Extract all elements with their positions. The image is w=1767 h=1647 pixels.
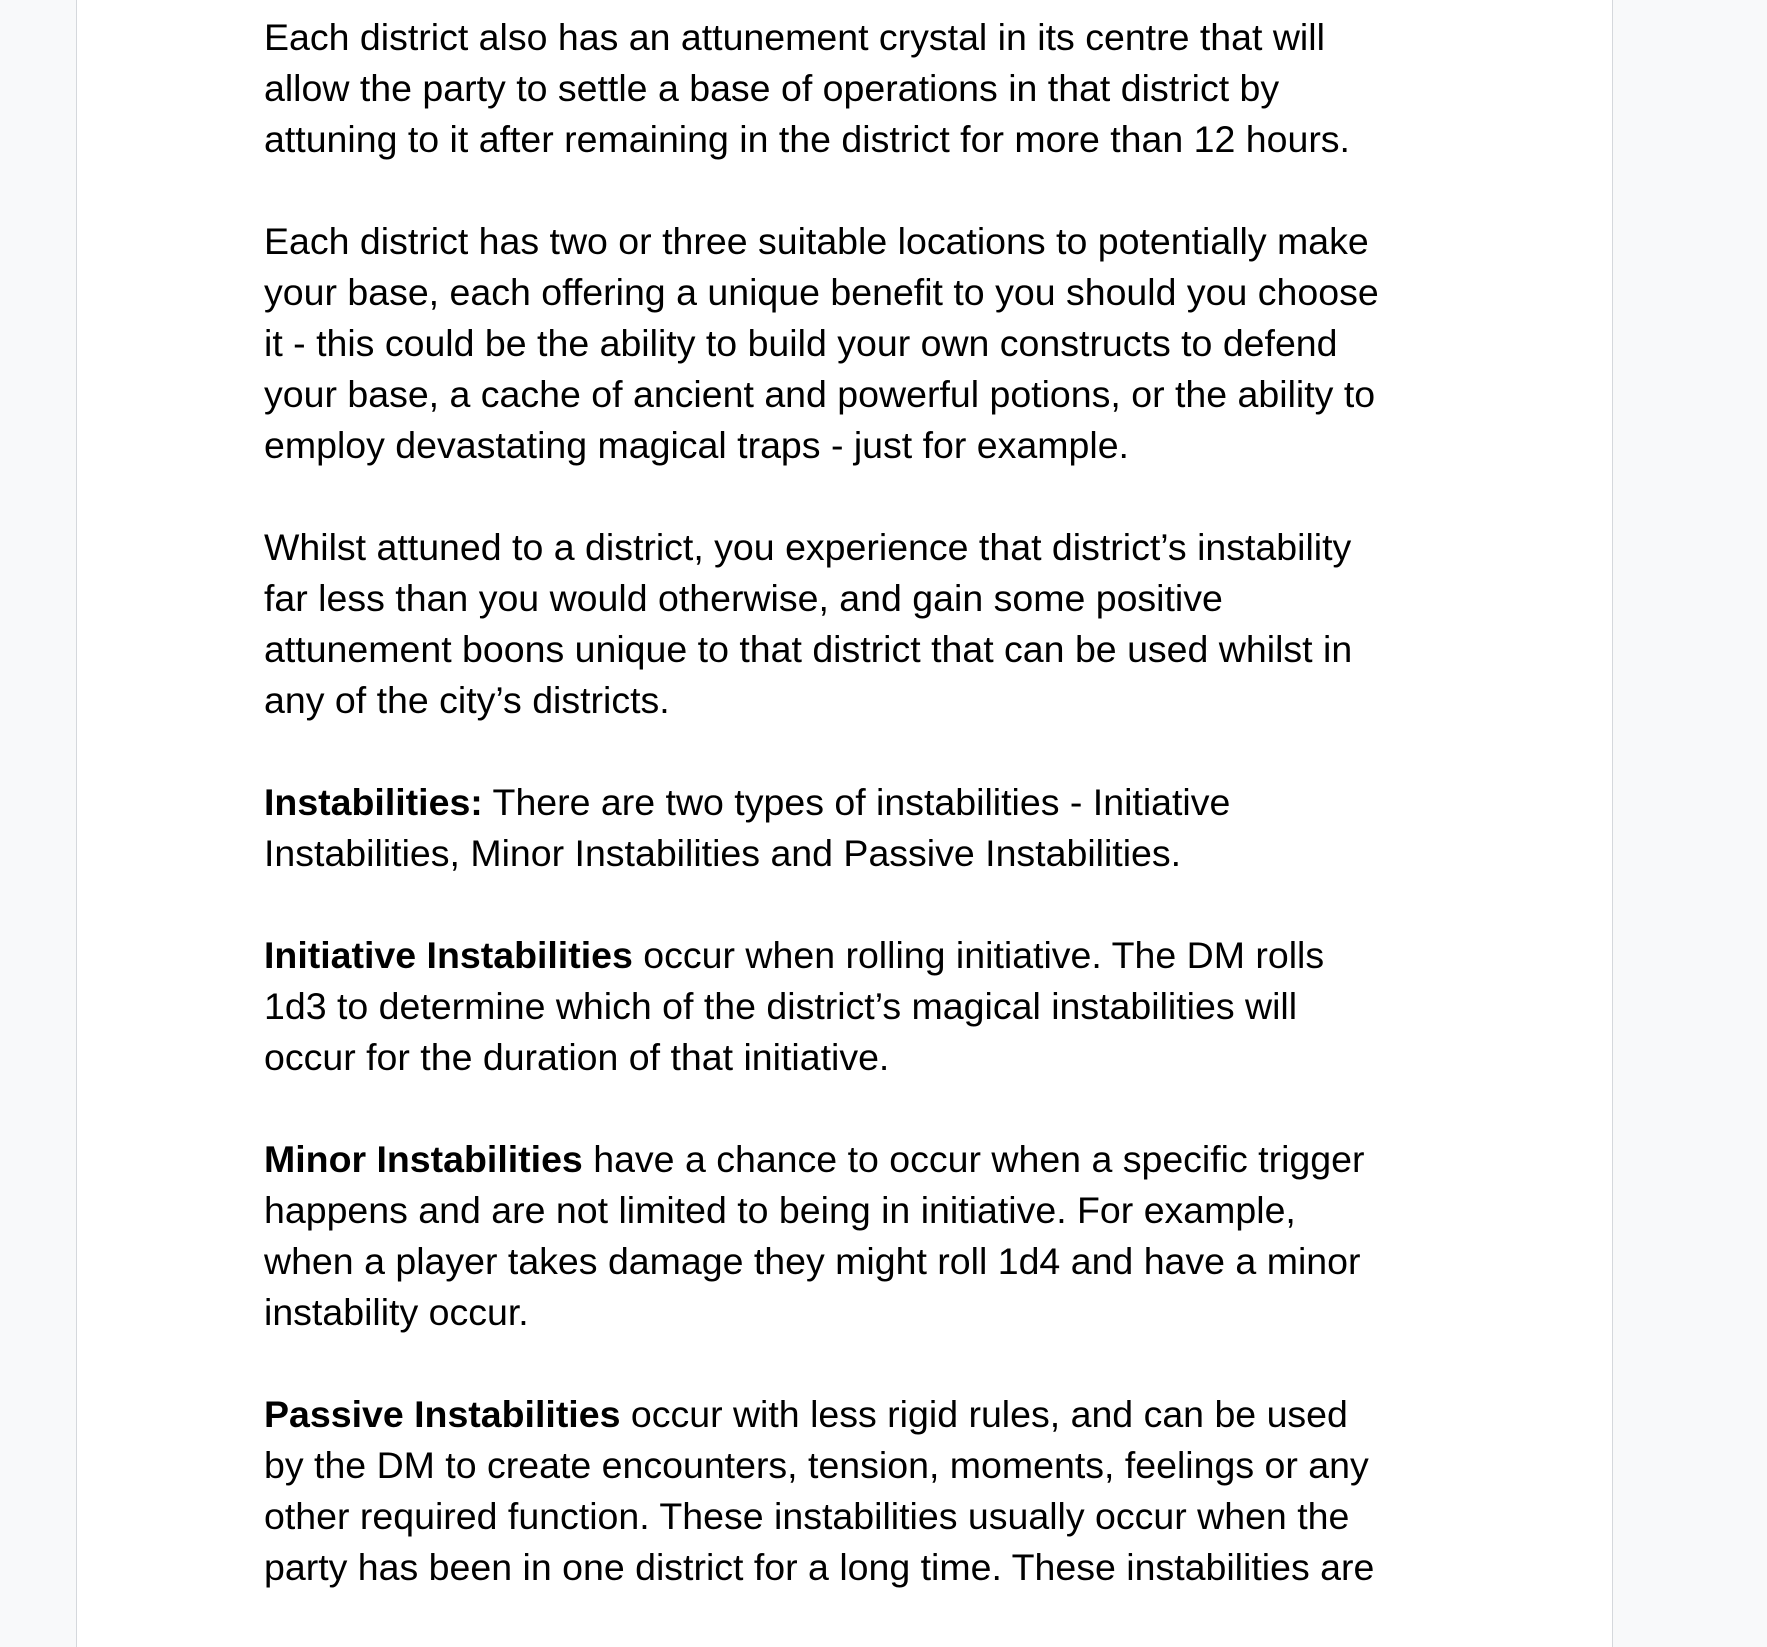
- text-line: it - this could be the ability to build your own constructs to defend: [264, 322, 1338, 364]
- text-line: allow the party to settle a base of operations in that district by: [264, 67, 1280, 109]
- paragraph-attunement-crystal: [264, 12, 1464, 165]
- text-line: [264, 1389, 1464, 1440]
- text-line: attunement boons unique to that district that can be used whilst in: [264, 628, 1353, 670]
- text-line: instability occur.: [264, 1291, 529, 1333]
- term-initiative-instabilities: Initiative Instabilities: [264, 934, 633, 976]
- term-passive-instabilities: Passive Instabilities: [264, 1393, 621, 1435]
- text-run: There are two types of instabilities - Initiative: [482, 781, 1231, 823]
- text-line: Each district also has an attunement crystal in its centre that will: [264, 16, 1325, 58]
- text-run: occur when rolling initiative. The DM rolls: [632, 934, 1325, 976]
- text-line: [264, 930, 1464, 981]
- text-line: [264, 777, 1464, 828]
- paragraph-passive-instabilities: [264, 1389, 1464, 1593]
- text-line: [264, 1134, 1464, 1185]
- paragraph-initiative-instabilities: [264, 930, 1464, 1083]
- text-line: other required function. These instabilities usually occur when the: [264, 1495, 1350, 1537]
- text-line: any of the city’s districts.: [264, 679, 670, 721]
- paragraph-instabilities: [264, 777, 1464, 879]
- text-line: your base, a cache of ancient and powerful potions, or the ability to: [264, 373, 1376, 415]
- document-body: [264, 12, 1464, 1644]
- paragraph-minor-instabilities: [264, 1134, 1464, 1338]
- text-line: far less than you would otherwise, and gain some positive: [264, 577, 1223, 619]
- text-run: have a chance to occur when a specific trigger: [582, 1138, 1365, 1180]
- text-line: party has been in one district for a long time. These instabilities are: [264, 1546, 1375, 1588]
- text-run: occur with less rigid rules, and can be used: [620, 1393, 1348, 1435]
- text-line: occur for the duration of that initiative.: [264, 1036, 890, 1078]
- document-page[interactable]: [76, 0, 1613, 1647]
- text-line: Each district has two or three suitable locations to potentially make: [264, 220, 1369, 262]
- text-line: Whilst attuned to a district, you experience that district’s instability: [264, 526, 1352, 568]
- term-instabilities: Instabilities:: [264, 781, 483, 823]
- text-line: 1d3 to determine which of the district’s magical instabilities will: [264, 985, 1298, 1027]
- paragraph-base-locations: [264, 216, 1464, 471]
- paragraph-attuned-effects: [264, 522, 1464, 726]
- text-line: attuning to it after remaining in the district for more than 12 hours.: [264, 118, 1350, 160]
- term-minor-instabilities: Minor Instabilities: [264, 1138, 583, 1180]
- text-line: Instabilities, Minor Instabilities and Passive Instabilities.: [264, 832, 1182, 874]
- text-line: your base, each offering a unique benefit to you should you choose: [264, 271, 1379, 313]
- text-line: happens and are not limited to being in initiative. For example,: [264, 1189, 1296, 1231]
- text-line: employ devastating magical traps - just for example.: [264, 424, 1129, 466]
- text-line: by the DM to create encounters, tension, moments, feelings or any: [264, 1444, 1369, 1486]
- text-line: when a player takes damage they might roll 1d4 and have a minor: [264, 1240, 1361, 1282]
